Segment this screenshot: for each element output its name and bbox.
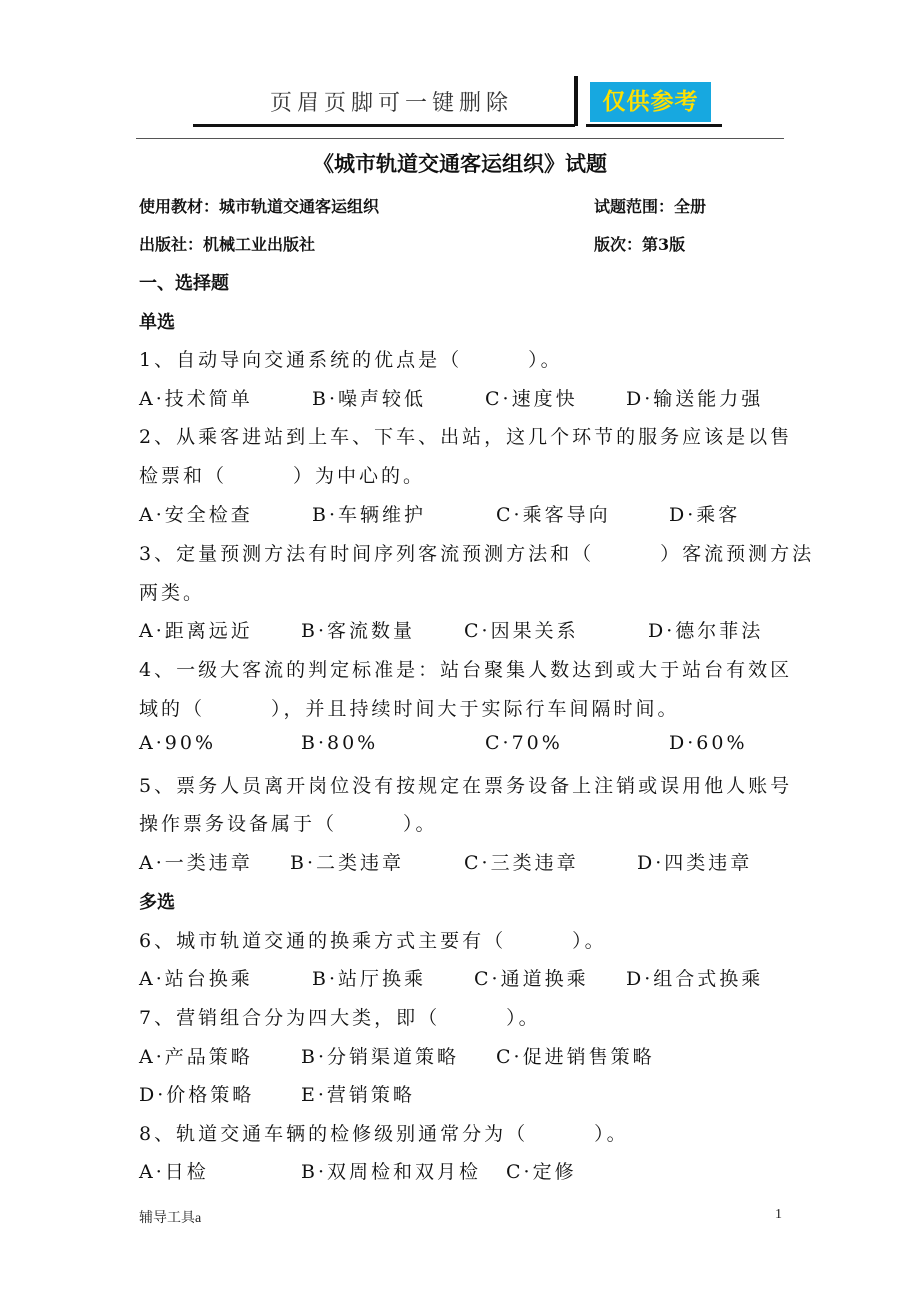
header-divider-bar [574, 76, 578, 126]
page-number: 1 [775, 1207, 782, 1222]
question-5-stem-line-1: 5、票务人员离开岗位没有按规定在票务设备上注销或误用他人账号 [139, 775, 793, 797]
header-banner-text: 页眉页脚可一键删除 [270, 91, 514, 116]
subsection-multi-choice: 多选 [139, 892, 175, 913]
question-7-option-a: A·产品策略 [139, 1046, 253, 1068]
question-1-option-b: B·噪声较低 [312, 388, 427, 410]
question-7-option-d: D·价格策略 [139, 1084, 255, 1106]
scope-info: 试题范围：全册 [594, 197, 707, 216]
question-5-option-b: B·二类违章 [290, 852, 405, 874]
question-2-stem-line-2: 检票和（ ）为中心的。 [139, 465, 426, 487]
question-3-option-c: C·因果关系 [464, 620, 579, 642]
header-banner-underline [193, 124, 575, 127]
question-4-stem-line-2: 域的（ ），并且持续时间大于实际行车间隔时间。 [139, 698, 680, 720]
question-3-stem-line-2: 两类。 [139, 582, 206, 604]
question-8-option-a: A·日检 [139, 1161, 209, 1183]
question-2-stem-line-1: 2、从乘客进站到上车、下车、出站，这几个环节的服务应该是以售 [139, 426, 793, 448]
question-2-option-d: D·乘客 [669, 504, 741, 526]
question-6-option-b: B·站厅换乘 [312, 968, 427, 990]
reference-only-badge: 仅供参考 [590, 82, 711, 122]
question-8-stem: 8、轨道交通车辆的检修级别通常分为（ ）。 [139, 1123, 629, 1145]
question-8-option-b: B·双周检和双月检 [301, 1161, 482, 1183]
question-1-option-d: D·输送能力强 [626, 388, 764, 410]
question-4-option-a: A·90% [139, 732, 216, 754]
question-6-stem: 6、城市轨道交通的换乘方式主要有（ ）。 [139, 930, 607, 952]
footer-label: 辅导工具a [139, 1211, 202, 1226]
question-4-stem-line-1: 4、一级大客流的判定标准是：站台聚集人数达到或大于站台有效区 [139, 659, 793, 681]
publisher-info: 出版社：机械工业出版社 [139, 235, 316, 254]
question-5-stem-line-2: 操作票务设备属于（ ）。 [139, 813, 438, 835]
question-6-option-c: C·通道换乘 [474, 968, 589, 990]
question-2-option-a: A·安全检查 [139, 504, 253, 526]
document-title: 《城市轨道交通客运组织》试题 [313, 151, 607, 176]
question-5-option-c: C·三类违章 [464, 852, 579, 874]
question-3-option-b: B·客流数量 [301, 620, 416, 642]
textbook-info: 使用教材：城市轨道交通客运组织 [139, 197, 380, 216]
question-3-option-a: A·距离远近 [139, 620, 253, 642]
edition-info: 版次：第3版 [594, 235, 686, 254]
question-7-option-c: C·促进销售策略 [496, 1046, 655, 1068]
question-4-option-c: C·70% [485, 732, 563, 754]
question-7-option-b: B·分销渠道策略 [301, 1046, 460, 1068]
question-5-option-d: D·四类违章 [637, 852, 753, 874]
question-7-stem: 7、营销组合分为四大类，即（ ）。 [139, 1007, 541, 1029]
question-6-option-d: D·组合式换乘 [626, 968, 764, 990]
question-1-option-a: A·技术简单 [139, 388, 253, 410]
question-8-option-c: C·定修 [506, 1161, 577, 1183]
question-3-stem-line-1: 3、定量预测方法有时间序列客流预测方法和（ ）客流预测方法 [139, 543, 815, 565]
section-heading-choice: 一、选择题 [139, 273, 229, 294]
header-rule [136, 138, 784, 139]
question-1-option-c: C·速度快 [485, 388, 578, 410]
question-6-option-a: A·站台换乘 [139, 968, 253, 990]
question-4-option-b: B·80% [301, 732, 379, 754]
badge-underline [586, 124, 722, 127]
question-4-option-d: D·60% [669, 732, 748, 754]
question-2-option-b: B·车辆维护 [312, 504, 427, 526]
question-1-stem: 1、自动导向交通系统的优点是（ ）。 [139, 349, 563, 371]
subsection-single-choice: 单选 [139, 312, 175, 333]
question-3-option-d: D·德尔菲法 [648, 620, 764, 642]
question-5-option-a: A·一类违章 [139, 852, 253, 874]
question-7-option-e: E·营销策略 [301, 1084, 415, 1106]
question-2-option-c: C·乘客导向 [496, 504, 611, 526]
